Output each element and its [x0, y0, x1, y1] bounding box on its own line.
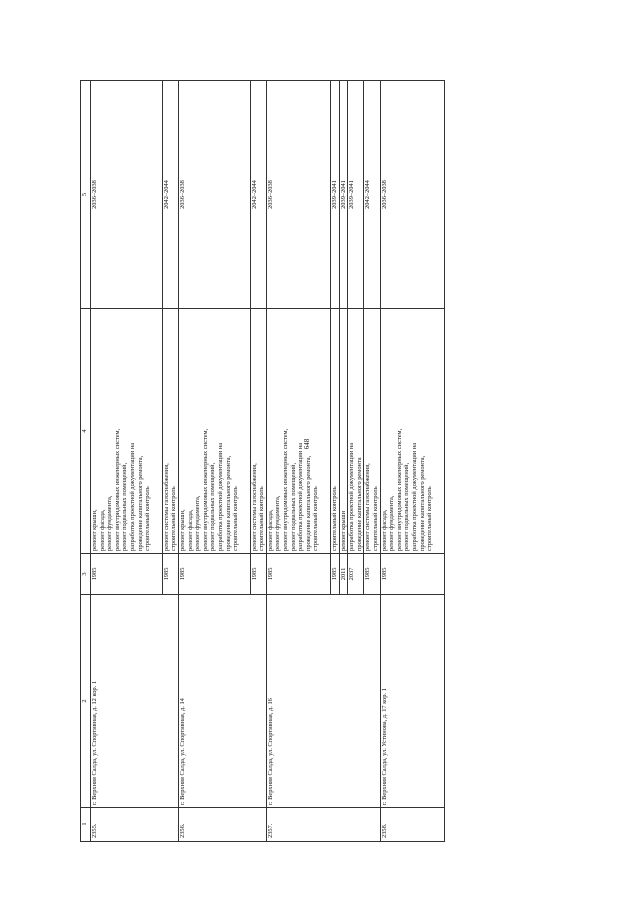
work-item: строительный контроль — [144, 486, 152, 551]
year-cell: 1985 — [266, 554, 330, 595]
work-item: строительный контроль — [170, 486, 178, 551]
period-cell: 2036–2038 — [380, 81, 444, 309]
works-cell — [331, 309, 340, 554]
work-item: проведение капитального ремонта, — [224, 455, 232, 551]
works-cell — [380, 309, 444, 554]
row-number: 2357. — [266, 808, 380, 842]
works-cell — [266, 309, 330, 554]
year-cell: 1985 — [91, 554, 163, 595]
work-item: ремонт внутридомовых инженерных систем, — [395, 428, 403, 551]
period-cell: 2036–2038 — [178, 81, 250, 309]
period-cell: 2039–2041 — [348, 81, 364, 309]
header-cell-3: 3 — [81, 554, 91, 595]
year-cell: 1985 — [364, 554, 380, 595]
work-item: ремонт фундамента, — [388, 495, 396, 551]
table-body — [81, 81, 445, 842]
rotated-table-area — [80, 80, 600, 842]
year-cell: 1985 — [178, 554, 250, 595]
work-item: строительный контроль — [426, 486, 434, 551]
cell-spacer — [152, 311, 162, 551]
work-item: строительный контроль — [232, 486, 240, 551]
work-item: ремонт крыши — [339, 510, 347, 551]
year-cell: 1985 — [162, 554, 178, 595]
year-cell: 1985 — [250, 554, 266, 595]
period-cell: 2042–2044 — [250, 81, 266, 309]
works-cell — [178, 309, 250, 554]
works-cell — [339, 309, 348, 554]
header-cell-2: 2 — [81, 595, 91, 808]
row-number: 2356. — [178, 808, 266, 842]
address-cell: г. Верхняя Салда, ул. Устинова, д. 17 кор. 1 — [380, 595, 444, 808]
period-cell: 2039–2041 — [331, 81, 340, 309]
table-row — [266, 81, 330, 842]
work-item: разработка проектной документации на — [128, 442, 136, 551]
work-item: ремонт системы газоснабжения, — [250, 463, 258, 551]
work-item: ремонт подвальных помещений, — [289, 462, 297, 551]
work-item: ремонт внутридомовых инженерных систем, — [201, 428, 209, 551]
work-item: разработка проектной документации на — [216, 442, 224, 551]
cell-spacer — [240, 311, 250, 551]
row-number: 2355. — [91, 808, 179, 842]
work-item: ремонт фундамента, — [274, 495, 282, 551]
period-cell: 2039–2041 — [339, 81, 348, 309]
work-item: ремонт фасада, — [98, 509, 106, 551]
header-row — [81, 81, 91, 842]
repair-schedule-table — [80, 80, 445, 842]
table-frame — [80, 80, 600, 842]
page-number: 648 — [303, 438, 311, 450]
work-item: ремонт фасада, — [380, 509, 388, 551]
work-item: ремонт крыши, — [178, 509, 186, 551]
work-item: проведение капитального ремонта, — [136, 455, 144, 551]
work-item: ремонт фасада, — [186, 509, 194, 551]
work-item: ремонт фундамента, — [194, 495, 202, 551]
work-item: проведение капитального ремонта — [355, 457, 363, 551]
work-item: проведение капитального ремонта, — [304, 455, 312, 551]
header-cell-1: 1 — [81, 808, 91, 842]
work-item: ремонт подвальных помещений, — [403, 462, 411, 551]
work-item: ремонт фундамента, — [106, 495, 114, 551]
work-item: строительный контроль — [312, 486, 320, 551]
year-cell: 2011 — [339, 554, 348, 595]
cell-spacer — [320, 311, 330, 551]
address-cell: г. Верхняя Салда, ул. Спортивная, д. 12 кор. 1 — [91, 595, 179, 808]
work-item: ремонт системы газоснабжения, — [162, 463, 170, 551]
year-cell: 1985 — [331, 554, 340, 595]
header-cell-4: 4 — [81, 309, 91, 554]
works-cell — [91, 309, 163, 554]
period-cell: 2036–2038 — [91, 81, 163, 309]
work-item: ремонт системы газоснабжения, — [364, 463, 372, 551]
work-item: ремонт фасада, — [266, 509, 274, 551]
period-cell: 2036–2038 — [266, 81, 330, 309]
work-item: ремонт внутридомовых инженерных систем, — [113, 428, 121, 551]
work-item: разработка проектной документации на — [297, 442, 305, 551]
works-cell — [250, 309, 266, 554]
table-row — [380, 81, 444, 842]
row-number: 2358. — [380, 808, 444, 842]
work-item: ремонт крыши, — [91, 509, 98, 551]
work-item: строительный контроль — [331, 486, 339, 551]
year-cell: 1985 — [380, 554, 444, 595]
header-cell-5: 5 — [81, 81, 91, 309]
cell-spacer — [434, 311, 444, 551]
address-cell: г. Верхняя Салда, ул. Спортивная, д. 14 — [178, 595, 266, 808]
period-cell: 2042–2044 — [162, 81, 178, 309]
work-item: строительный контроль — [258, 486, 266, 551]
works-cell — [162, 309, 178, 554]
works-cell — [348, 309, 364, 554]
work-item: разработка проектной документации на — [410, 442, 418, 551]
table-row — [91, 81, 163, 842]
work-item: проведение капитального ремонта, — [418, 455, 426, 551]
work-item: ремонт подвальных помещений, — [121, 462, 129, 551]
table-row — [178, 81, 250, 842]
works-cell — [364, 309, 380, 554]
period-cell: 2042–2044 — [364, 81, 380, 309]
address-cell: г. Верхняя Салда, ул. Спортивная, д. 16 — [266, 595, 380, 808]
year-cell: 2037 — [348, 554, 364, 595]
work-item: разработка проектной документации на — [348, 442, 356, 551]
work-item: строительный контроль — [372, 486, 379, 551]
work-item: ремонт подвальных помещений, — [209, 462, 217, 551]
work-item: ремонт внутридомовых инженерных систем, — [282, 428, 290, 551]
